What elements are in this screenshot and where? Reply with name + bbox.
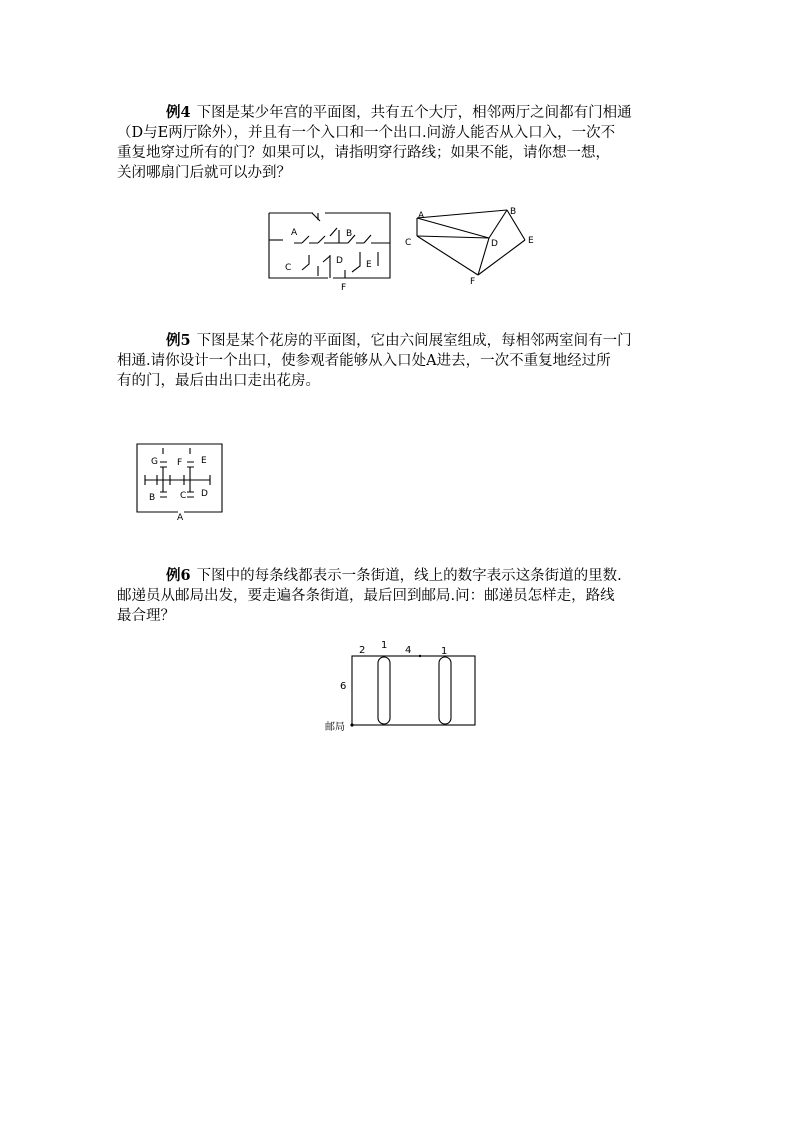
plan-label-f: F <box>341 283 347 293</box>
room-label-e: E <box>201 456 207 466</box>
graph-label-c: C <box>405 238 412 248</box>
right-loop-street <box>439 657 451 724</box>
example-6-line-2: 邮递员从邮局出发，要走遍各条街道，最后回到邮局.问：邮递员怎样走，路线 <box>117 588 615 604</box>
room-label-f: F <box>177 458 183 468</box>
example-5-line-2: 相通.请你设计一个出口，使参观者能够从入口处A进去，一次不重复地经过所 <box>117 353 611 369</box>
edge-b-d <box>489 210 507 238</box>
example-5-line-1: 例5 下图是某个花房的平面图，它由六间展室组成，每相邻两室间有一门 <box>166 332 632 349</box>
post-office-label: 邮局 <box>325 722 345 733</box>
example-4-line-3: 重复地穿过所有的门？如果可以，请指明穿行路线；如果不能，请你想一想， <box>117 145 610 161</box>
left-loop-street <box>378 657 390 724</box>
edge-d-f <box>478 238 489 275</box>
example-4-line-2: （D与E两厅除外），并且有一个入口和一个出口.问游人能否从入口入，一次不 <box>117 125 616 141</box>
street-length-2: 2 <box>359 645 366 656</box>
entrance-label-a: A <box>177 513 184 523</box>
plan-label-a: A <box>291 228 298 238</box>
plan-label-d: D <box>336 256 343 266</box>
room-label-g: G <box>151 457 158 467</box>
edge-a-d <box>417 218 489 238</box>
post-office-dot <box>350 723 353 726</box>
graph-label-f: F <box>470 277 476 287</box>
graph-label-d: D <box>491 239 498 249</box>
example-5-line-3: 有的门，最后由出口走出花房。 <box>117 373 320 389</box>
palace-graph <box>417 210 525 275</box>
graph-label-a: A <box>418 211 425 221</box>
edge-a-b <box>417 210 507 218</box>
example-6-title: 例6 <box>166 567 191 584</box>
room-label-d: D <box>201 489 208 499</box>
plan-label-b: B <box>346 229 353 239</box>
example-4-line-4: 关闭哪扇门后就可以办到？ <box>117 165 291 181</box>
example-4-title: 例4 <box>166 104 191 121</box>
room-label-c: C <box>180 491 187 501</box>
edge-c-d <box>417 236 489 238</box>
graph-label-b: B <box>510 207 517 217</box>
plan-label-e: E <box>366 260 372 270</box>
room-label-b: B <box>149 493 156 503</box>
street-length-4: 4 <box>405 645 412 656</box>
street-length-1-left: 1 <box>381 640 388 651</box>
outer-streets <box>352 656 475 725</box>
street-length-1-right: 1 <box>441 646 448 657</box>
street-junction-dot <box>419 655 421 657</box>
example-4-line-1: 例4 下图是某少年宫的平面图，共有五个大厅，相邻两厅之间都有门相通 <box>166 104 632 121</box>
edge-c-f <box>417 236 478 275</box>
edge-e-f <box>478 240 525 275</box>
example-6-line-1: 例6 下图中的每条线都表示一条街道，线上的数字表示这条街道的里数. <box>166 567 622 584</box>
example-5-title: 例5 <box>166 332 191 349</box>
street-map <box>352 656 475 725</box>
graph-label-e: E <box>528 236 534 246</box>
street-length-6: 6 <box>340 681 347 692</box>
plan-label-c: C <box>285 263 292 273</box>
example-6-line-3: 最合理？ <box>117 608 175 624</box>
